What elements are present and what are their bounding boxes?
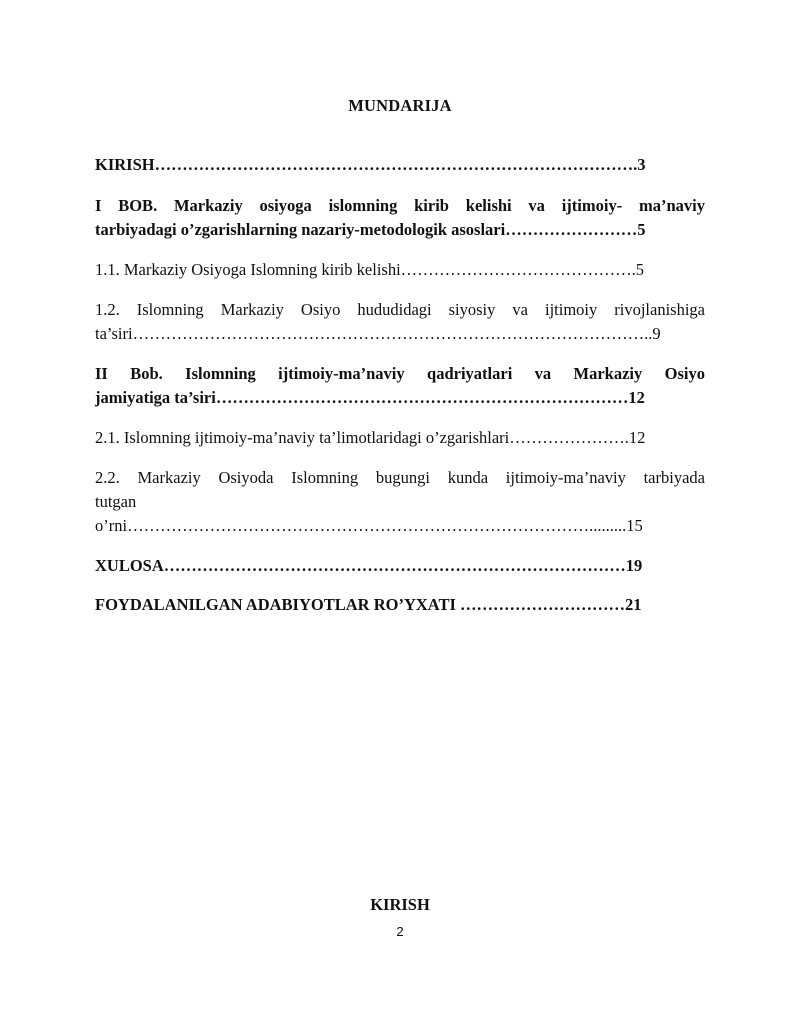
toc-entry-2-1 [95,426,705,450]
toc-entry-xulosa [95,554,705,578]
toc-line: FOYDALANILGAN ADABIYOTLAR RO’YXATI …………………………21 [95,595,642,614]
toc-line: 2.2. Markaziy Osiyoda Islomning bugungi kunda ijtimoiy-ma’naviy tarbiyada [95,468,705,487]
toc-line: jamiyatiga ta’siri…………………………………………………………………12 [95,388,645,407]
toc-entry-1-1 [95,258,705,282]
toc-line: tutgan [95,492,137,511]
toc-line: II Bob. Islomning ijtimoiy-ma’naviy qadriyatlari va Markaziy Osiyo [95,364,705,383]
toc-line: ta’siri…………………………………………………………………………………..9 [95,324,661,343]
toc-line: KIRISH…………………………………………………………………………….3 [95,155,646,174]
toc-line: I BOB. Markaziy osiyoga islomning kirib kelishi va ijtimoiy- ma’naviy [95,196,705,215]
toc-line: 2.1. Islomning ijtimoiy-ma’naviy ta’limotlaridagi o’zgarishlari………………….12 [95,428,646,447]
toc-entry-kirish [95,153,705,177]
page-number: 2 [396,924,404,939]
toc-entry-1-2 [95,298,705,346]
page-title: MUNDARIJA [348,96,452,115]
toc-line: 1.2. Islomning Markaziy Osiyo hududidagi siyosiy va ijtimoiy rivojlanishiga [95,300,705,319]
toc-entry-chapter-1 [95,194,705,242]
toc-entry-2-2 [95,466,705,538]
toc-line: 1.1. Markaziy Osiyoga Islomning kirib kelishi…………………………………….5 [95,260,645,279]
toc-entry-references [95,593,705,617]
section-heading: KIRISH [370,895,430,914]
toc-entry-chapter-2 [95,362,705,410]
toc-line: XULOSA…………………………………………………………………………19 [95,556,643,575]
toc-line: tarbiyadagi o’zgarishlarning nazariy-metodologik asoslari……………………5 [95,220,646,239]
toc-line: o’rni………………………………………………………………………….........15 [95,516,643,535]
